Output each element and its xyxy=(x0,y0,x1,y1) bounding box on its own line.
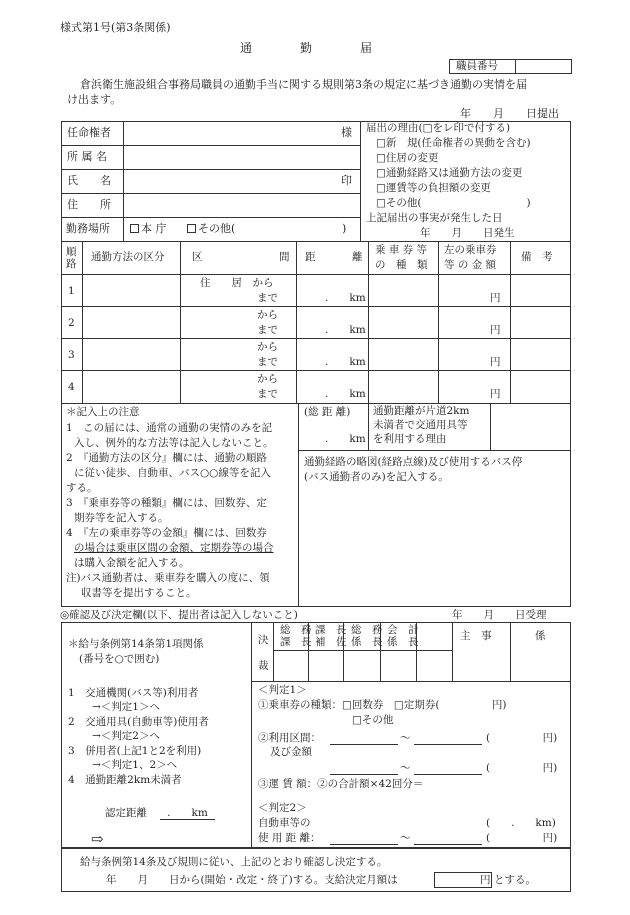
row-distance[interactable]: . km xyxy=(325,388,366,400)
row-distance[interactable]: . km xyxy=(325,292,366,304)
reason-new[interactable]: □新 規(任命権者の異動を含む) xyxy=(376,137,531,149)
form-number: 様式第1号(第3条関係) xyxy=(60,21,171,34)
note-line: 1 この届には、通常の通勤の実情のみを記 xyxy=(66,422,273,434)
row-yen[interactable]: 円 xyxy=(490,292,501,304)
row-number: 4 xyxy=(68,381,75,393)
judgment2-km[interactable]: ( . km) xyxy=(486,817,556,829)
name-label: 氏 名 xyxy=(67,174,111,187)
reason-fare[interactable]: □運賃等の負担額の変更 xyxy=(376,182,491,194)
judgment1-title: ＜判定1＞ xyxy=(258,684,307,696)
row-to[interactable]: まで xyxy=(257,356,278,368)
submitted-date[interactable]: 年 月 日提出 xyxy=(460,107,559,120)
kessai-label-2: 裁 xyxy=(258,660,269,672)
short-reason-line: 通勤距離が片道2km xyxy=(373,405,470,417)
reason-residence[interactable]: □住居の変更 xyxy=(376,152,439,164)
approver-title: 総 務 xyxy=(351,624,383,636)
range-to-field[interactable] xyxy=(414,763,482,775)
judgment2-distance-label: 使 用 距 離： xyxy=(258,832,321,844)
appointer-sama: 様 xyxy=(341,126,352,139)
header-ticket-1: 乗 車 券 等 xyxy=(375,244,428,256)
note-line: は購入金額を記入する。 xyxy=(74,557,190,569)
range-yen[interactable]: ( 円) xyxy=(486,732,558,744)
note-line: 3 『乗車券等の種類』欄には、回数券、定 xyxy=(66,497,267,509)
approver-title: 課 長 xyxy=(315,624,347,636)
row-from[interactable]: から xyxy=(257,341,278,353)
department-label: 所 属 名 xyxy=(67,150,107,163)
seal-box[interactable] xyxy=(309,651,343,681)
arrow-icon: ⇨ xyxy=(91,830,104,848)
decision-line-2[interactable]: 年 月 日から(開始・改定・終了)する。支給決定月額は xyxy=(106,874,398,886)
header-section-b: 間 xyxy=(279,251,290,263)
kessai-label-1: 決 xyxy=(258,634,269,646)
approver-title: 総 務 xyxy=(280,624,312,636)
seal-box[interactable] xyxy=(274,651,308,681)
form-title: 通 勤 届 xyxy=(240,41,373,55)
note-line: 入し、例外的な方法等は記入しないこと。 xyxy=(74,437,274,449)
row-from[interactable]: から xyxy=(257,309,278,321)
staff-number-label: 職員番号 xyxy=(456,60,498,72)
row-number: 2 xyxy=(68,317,75,329)
note-line: 4 『左の乗車券等の金額』欄には、回数券 xyxy=(66,527,267,539)
judgment1-fare[interactable]: ③運 賃 額：②の合計額×42回分＝ xyxy=(258,778,424,790)
row-distance[interactable]: . km xyxy=(325,356,366,368)
row-to[interactable]: まで xyxy=(257,292,278,304)
category-line: →＜判定1、2＞へ xyxy=(92,759,178,771)
category-line[interactable]: 3 併用者(上記1と2を利用) xyxy=(68,745,202,757)
note-line: する。 xyxy=(66,482,98,494)
judgment2-yen[interactable]: ( 円) xyxy=(486,832,558,844)
judgment1-amount-label: 及び金額 xyxy=(270,746,312,758)
category-line: →＜判定1＞へ xyxy=(92,701,160,713)
row-yen[interactable]: 円 xyxy=(490,388,501,400)
seal-box[interactable] xyxy=(344,651,380,681)
approver-title: 補 佐 xyxy=(315,636,347,648)
decision-line-1: 給与条例第14条及び規則に従い、上記のとおり確認し決定する。 xyxy=(80,856,388,868)
judgment1-ticket[interactable]: ①乗車券の種類：□回数券 □定期券( 円) xyxy=(258,699,507,711)
header-distance-b: 離 xyxy=(352,251,363,263)
approver-title: 係 長 xyxy=(387,636,419,648)
judgment2-title: ＜判定2＞ xyxy=(258,802,307,814)
certified-distance-label: 認定距離 xyxy=(105,807,147,819)
approver-title: 会 計 xyxy=(387,624,419,636)
range-from-field[interactable] xyxy=(330,763,398,775)
category-line: →＜判定2＞へ xyxy=(92,730,160,742)
approver-title: 係 長 xyxy=(351,636,383,648)
row-yen[interactable]: 円 xyxy=(490,356,501,368)
intro-line-1: 倉浜衛生施設組合事務局職員の通勤手当に関する規則第3条の規定に基づき通勤の実情を届 xyxy=(80,78,527,91)
tilde: ～ xyxy=(400,732,411,744)
workplace-other-option[interactable]: その他( xyxy=(187,223,235,234)
fact-date-label: 上記届出の事実が発生した日 xyxy=(366,212,503,224)
allowance-title: ＊給与条例第14条第1項関係 xyxy=(68,638,204,650)
header-amount-2: 等 の 金 額 xyxy=(444,259,497,271)
header-distance-a: 距 xyxy=(305,251,316,263)
workplace-main-option[interactable]: 本 庁 xyxy=(130,223,167,234)
range-yen[interactable]: ( 円) xyxy=(486,762,558,774)
approver-title: 係 xyxy=(535,630,546,642)
intro-line-2: け出ます。 xyxy=(67,93,122,106)
checkbox-icon xyxy=(130,224,139,233)
route-map-line: 通勤経路の略図(経路点線)及び使用するバス停 xyxy=(304,456,523,468)
row-number: 1 xyxy=(68,285,75,297)
header-amount-1: 左の乗車券 xyxy=(444,244,497,256)
address-label: 住 所 xyxy=(67,198,111,211)
row-to[interactable]: まで xyxy=(257,388,278,400)
allowance-sub: (番号を○で囲む) xyxy=(79,653,160,665)
fact-date[interactable]: 年 月 日発生 xyxy=(420,227,515,239)
appointer-label: 任命権者 xyxy=(67,126,111,139)
range-to-field[interactable] xyxy=(414,733,482,745)
approver-title: 主 事 xyxy=(460,630,492,642)
seal-box[interactable] xyxy=(381,651,416,681)
category-line[interactable]: 2 交通用具(自動車等)使用者 xyxy=(68,716,209,728)
judgment1-range-label: ②利用区間： xyxy=(258,732,321,744)
header-order: 順路 xyxy=(66,246,77,270)
total-distance-value[interactable]: . km xyxy=(325,433,366,445)
route-map-area[interactable] xyxy=(302,486,567,604)
note-line: 2 『通勤方法の区分』欄には、通勤の順路 xyxy=(66,452,267,464)
judgment2-car: 自動車等の xyxy=(258,817,311,829)
row-from[interactable]: から xyxy=(257,373,278,385)
note-line: に従い徒歩、自動車、バス○○線等を記入 xyxy=(74,467,271,479)
distance-to-field[interactable] xyxy=(414,833,482,845)
received-date[interactable]: 年 月 日受理 xyxy=(452,609,547,621)
range-from-field[interactable] xyxy=(330,733,398,745)
header-section-a: 区 xyxy=(192,251,203,263)
row-yen[interactable]: 円 xyxy=(490,324,501,336)
reason-other[interactable]: □その他( ) xyxy=(376,197,531,209)
tilde: ～ xyxy=(400,762,411,774)
judgment1-other[interactable]: □その他 xyxy=(352,714,394,726)
workplace-close-paren: ) xyxy=(342,222,347,235)
seal-mark: 印 xyxy=(341,174,352,187)
decision-line-end: とする。 xyxy=(494,874,536,886)
notes-title: ＊記入上の注意 xyxy=(66,406,140,418)
checkbox-icon xyxy=(187,224,196,233)
distance-from-field[interactable] xyxy=(330,833,398,845)
note-line: 注)バス通勤者は、乗車券を購入の度に、領 xyxy=(66,572,270,584)
note-line: 期券等を記入する。 xyxy=(74,512,169,524)
row-from[interactable]: 住 居 から xyxy=(200,277,274,289)
route-map-line: (バス通勤者のみ)を記入する。 xyxy=(304,471,449,483)
certified-distance-value[interactable]: . km xyxy=(160,808,215,820)
note-line: 収書等を提出すること。 xyxy=(81,587,197,599)
row-to[interactable]: まで xyxy=(257,324,278,336)
row-number: 3 xyxy=(68,349,75,361)
header-remarks: 備 考 xyxy=(521,251,553,263)
workplace-label: 勤務場所 xyxy=(66,222,110,235)
note-line: の場合は乗車区間の金額、定期券等の場合 xyxy=(74,542,274,554)
header-method: 通勤方法の区分 xyxy=(91,251,165,263)
approver-title: 課 長 xyxy=(280,636,312,648)
short-reason-line: を利用する理由 xyxy=(373,433,447,445)
category-line[interactable]: 4 通勤距離2km未満者 xyxy=(68,774,182,786)
row-distance[interactable]: . km xyxy=(325,324,366,336)
decision-yen: 円 xyxy=(480,874,491,886)
category-line[interactable]: 1 交通機関(バス等)利用者 xyxy=(68,687,199,699)
total-distance-label: (総 距 離) xyxy=(304,406,351,418)
reason-route[interactable]: □通勤経路又は通勤方法の変更 xyxy=(376,167,523,179)
tilde: ～ xyxy=(400,832,411,844)
header-ticket-2: の 種 類 xyxy=(375,259,428,271)
staff-number-field[interactable] xyxy=(515,59,572,74)
reason-title: 届出の理由(□をレ印で付する) xyxy=(366,122,511,134)
short-reason-line: 未満者で交通用具等 xyxy=(373,419,468,431)
confirm-title: ◎確認及び決定欄(以下、提出者は記入しないこと) xyxy=(60,609,298,621)
